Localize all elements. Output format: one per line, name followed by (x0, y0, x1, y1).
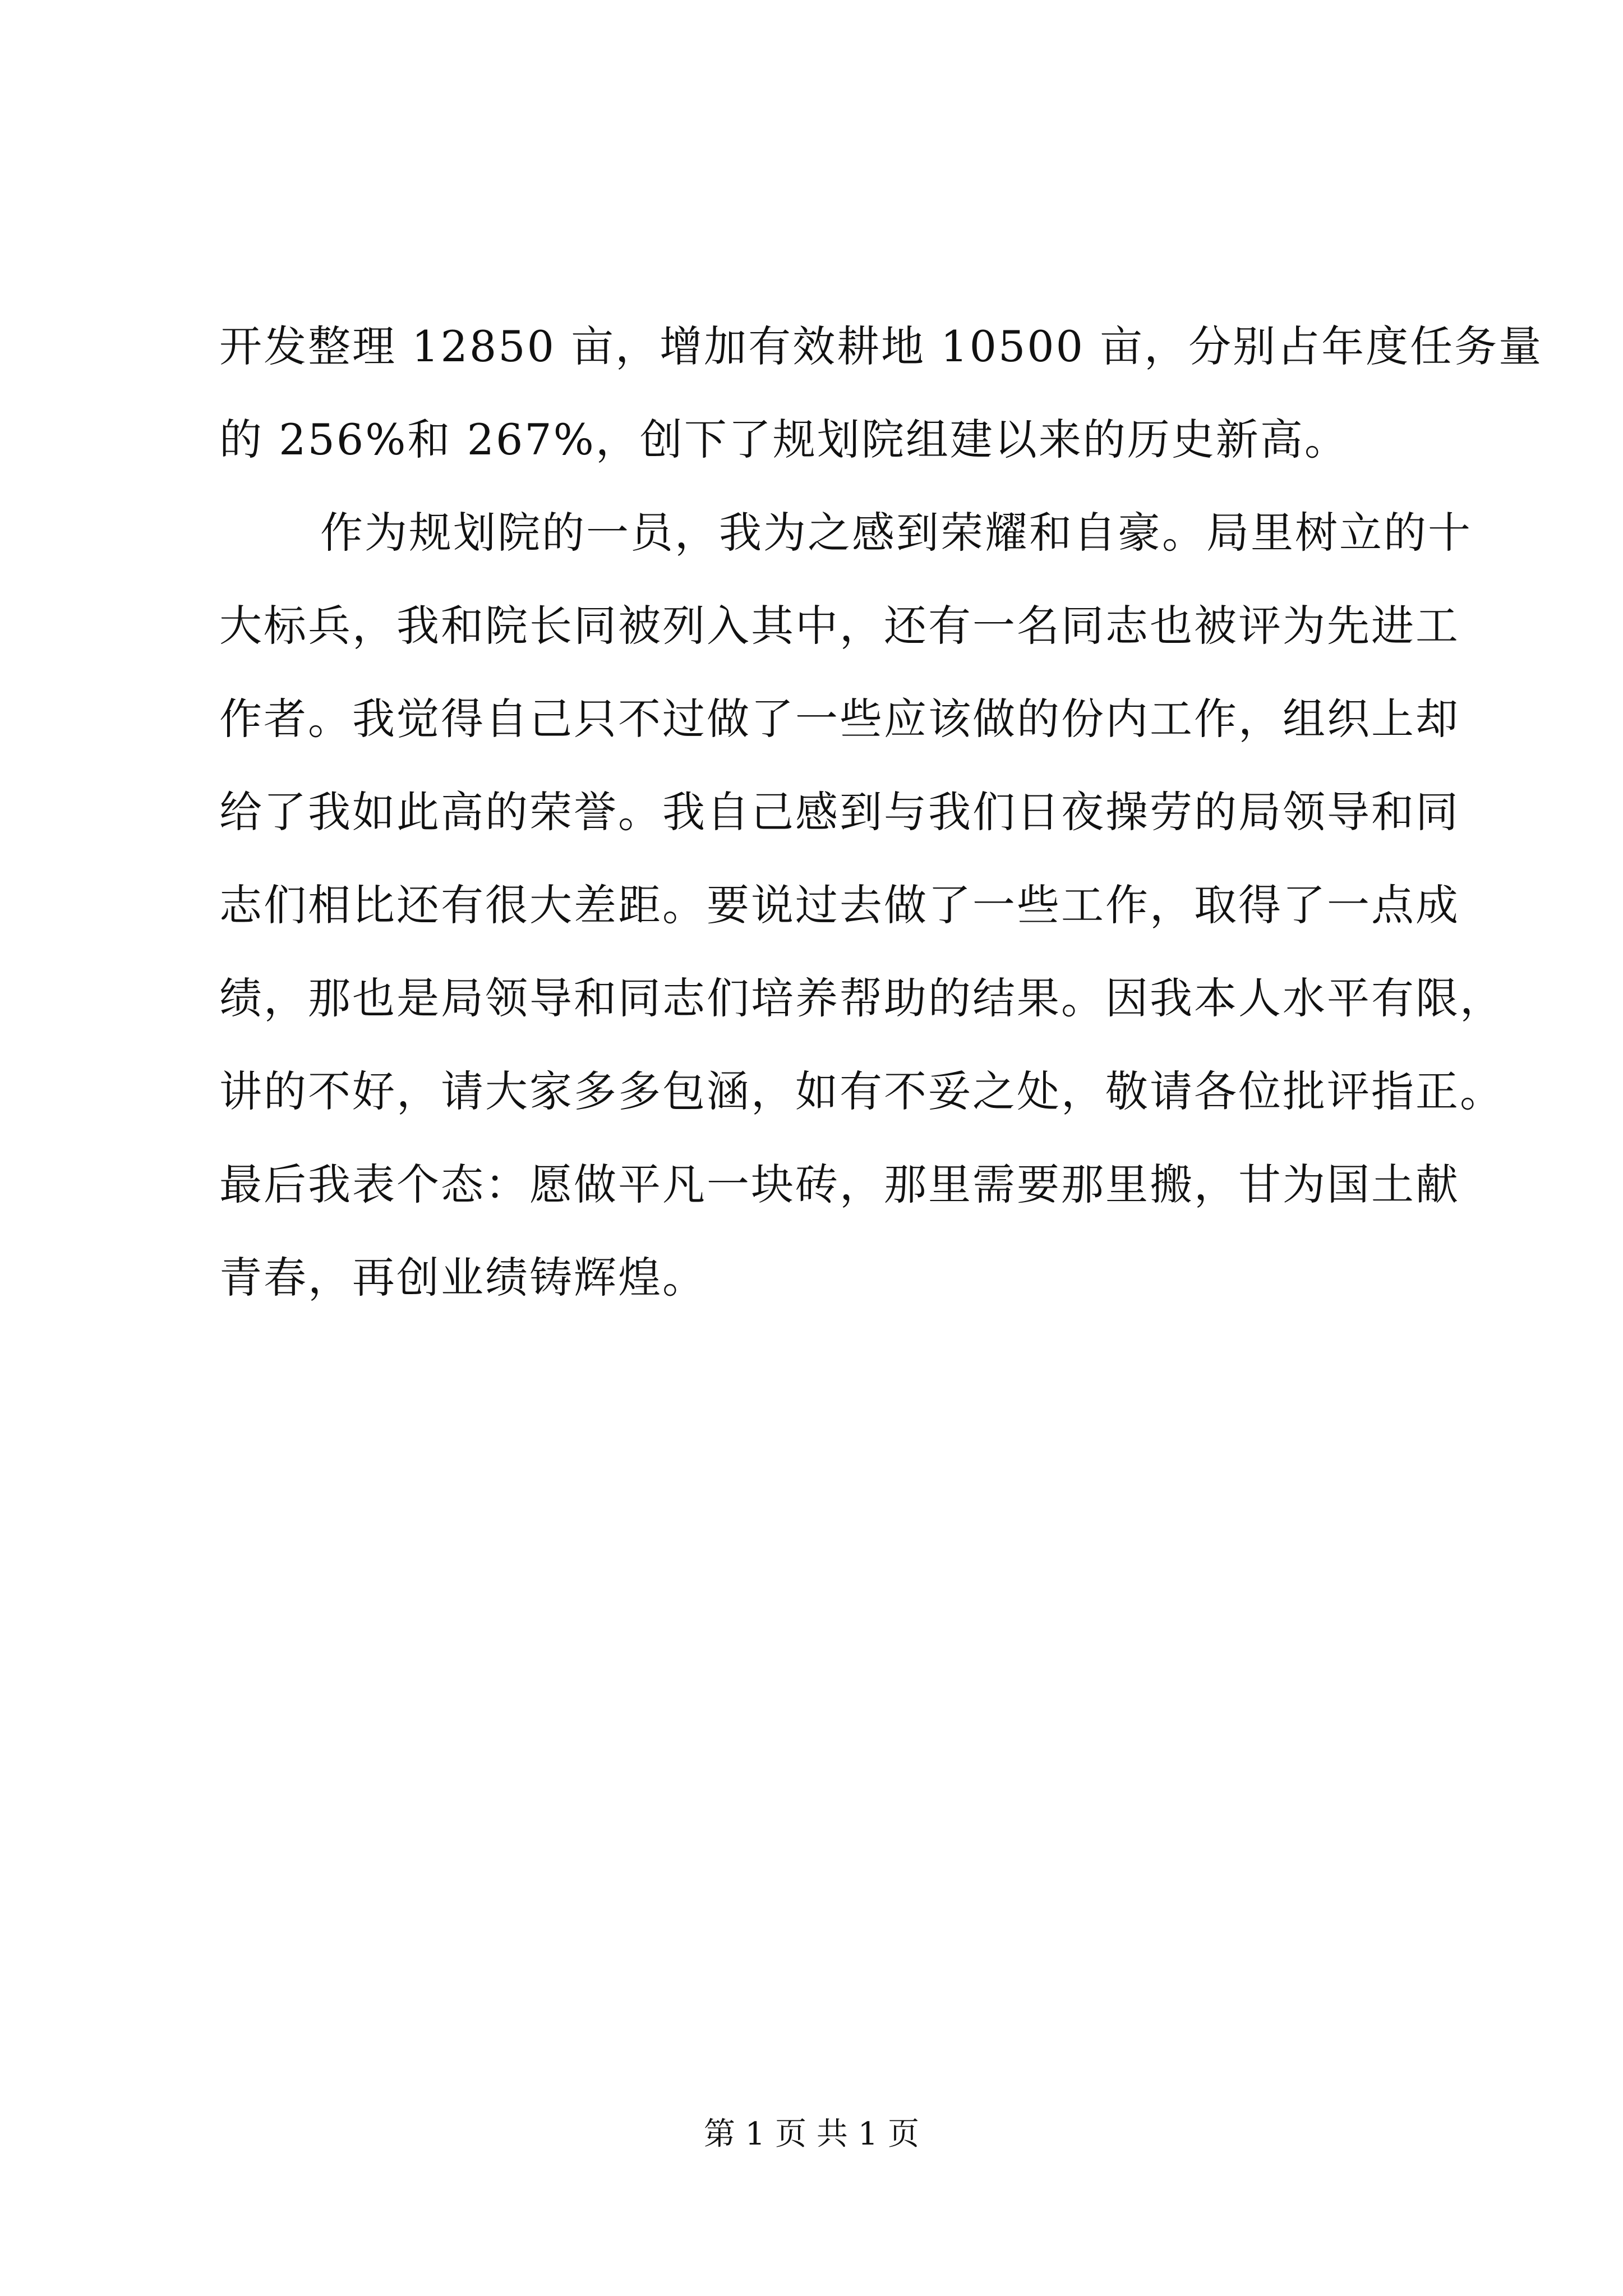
text-line: 给了我如此高的荣誉。我自己感到与我们日夜操劳的局领导和同 (219, 787, 1460, 837)
text-line: 作者。我觉得自己只不过做了一些应该做的份内工作，组织上却 (219, 694, 1460, 744)
paragraph-first-line: 作为规划院的一员，我为之感到荣耀和自豪。局里树立的十 (320, 508, 1472, 558)
text-line: 讲的不好，请大家多多包涵，如有不妥之处，敬请各位批评指正。 (219, 1066, 1504, 1116)
text-line: 志们相比还有很大差距。要说过去做了一些工作，取得了一点成 (219, 880, 1460, 930)
text-line: 最后我表个态：愿做平凡一块砖，那里需要那里搬，甘为国土献 (219, 1159, 1460, 1209)
page-number-footer: 第 1 页 共 1 页 (703, 2116, 920, 2152)
text-line: 绩，那也是局领导和同志们培养帮助的结果。因我本人水平有限， (219, 973, 1504, 1023)
text-line: 大标兵，我和院长同被列入其中，还有一名同志也被评为先进工 (219, 601, 1460, 651)
text-line: 开发整理 12850 亩，增加有效耕地 10500 亩，分别占年度任务量 (219, 321, 1543, 371)
text-line: 青春，再创业绩铸辉煌。 (219, 1253, 707, 1303)
document-body (219, 300, 1543, 1324)
text-line: 的 256%和 267%，创下了规划院组建以来的历史新高。 (219, 415, 1349, 464)
